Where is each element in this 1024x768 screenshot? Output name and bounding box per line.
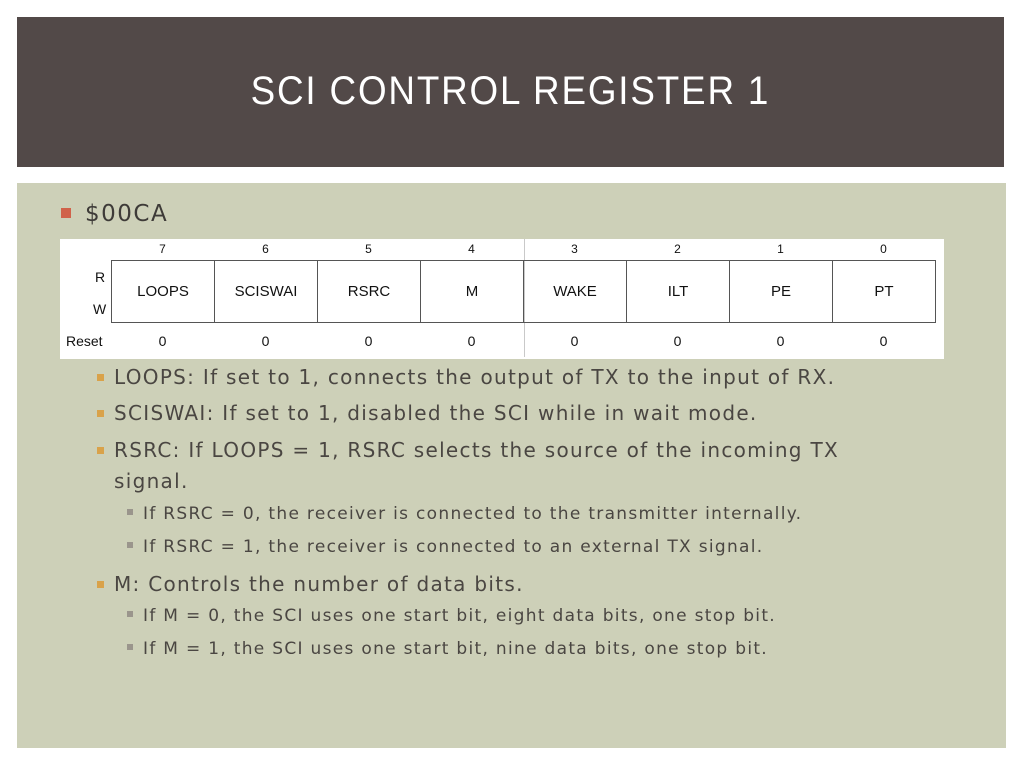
sub-bullet-m-1 (127, 639, 768, 659)
slide-content (17, 183, 1006, 748)
field-ilt: ILT (627, 261, 730, 322)
bit-number: 0 (880, 242, 887, 256)
sub-bullet-text: If RSRC = 0, the receiver is connected to the transmitter internally. (143, 504, 803, 524)
bullet-text: LOOPS: If set to 1, connects the output of TX to the input of RX. (114, 365, 836, 389)
bit-number: 1 (777, 242, 784, 256)
square-bullet-icon (97, 410, 104, 417)
square-bullet-icon (61, 208, 71, 218)
reset-value: 0 (158, 333, 167, 349)
address-bullet (61, 201, 168, 227)
reset-value: 0 (364, 333, 373, 349)
bit-number: 7 (159, 242, 166, 256)
bit-number: 3 (571, 242, 578, 256)
register-address: $00CA (85, 201, 169, 227)
read-label: R (95, 269, 106, 285)
bullet-text: RSRC: If LOOPS = 1, RSRC selects the source of the incoming TX signal. (114, 438, 839, 493)
register-fields (111, 260, 936, 323)
bullet-rsrc (97, 435, 914, 497)
field-m: M (421, 261, 524, 322)
bullet-loops (97, 362, 914, 393)
field-pe: PE (730, 261, 833, 322)
bullet-sciswai (97, 398, 914, 429)
reset-value: 0 (776, 333, 785, 349)
register-diagram (60, 239, 944, 359)
field-rsrc: RSRC (318, 261, 421, 322)
field-sciswai: SCISWAI (215, 261, 318, 322)
sub-bullet-text: If M = 1, the SCI uses one start bit, nine data bits, one stop bit. (143, 639, 769, 659)
square-bullet-icon (97, 447, 104, 454)
slide-title: SCI CONTROL REGISTER 1 (250, 68, 771, 113)
field-pt: PT (874, 283, 894, 300)
sub-bullet-rsrc-0 (127, 504, 802, 524)
square-bullet-icon (97, 374, 104, 381)
bullet-text: M: Controls the number of data bits. (114, 572, 524, 596)
sub-bullet-text: If RSRC = 1, the receiver is connected to an external TX signal. (143, 537, 764, 557)
field-loops: LOOPS (112, 261, 215, 322)
bit-number: 5 (365, 242, 372, 256)
reset-value: 0 (467, 333, 476, 349)
square-bullet-icon (127, 611, 133, 617)
sub-bullet-m-0 (127, 606, 776, 626)
reset-value: 0 (261, 333, 270, 349)
bit-number: 6 (262, 242, 269, 256)
slide-title-bar (17, 17, 1004, 167)
square-bullet-icon (127, 644, 133, 650)
square-bullet-icon (97, 581, 104, 588)
square-bullet-icon (127, 542, 133, 548)
reset-value: 0 (879, 333, 888, 349)
field-wake: WAKE (524, 261, 627, 322)
square-bullet-icon (127, 509, 133, 515)
bit-number: 2 (674, 242, 681, 256)
reset-value: 0 (570, 333, 579, 349)
sub-bullet-rsrc-1 (127, 537, 763, 557)
reset-value: 0 (673, 333, 682, 349)
write-label: W (93, 301, 107, 317)
reset-label: Reset (66, 333, 103, 349)
bullet-m (97, 569, 914, 600)
bullet-text: SCISWAI: If set to 1, disabled the SCI while in wait mode. (114, 401, 758, 425)
sub-bullet-text: If M = 0, the SCI uses one start bit, eight data bits, one stop bit. (143, 606, 776, 626)
bit-number: 4 (468, 242, 475, 256)
